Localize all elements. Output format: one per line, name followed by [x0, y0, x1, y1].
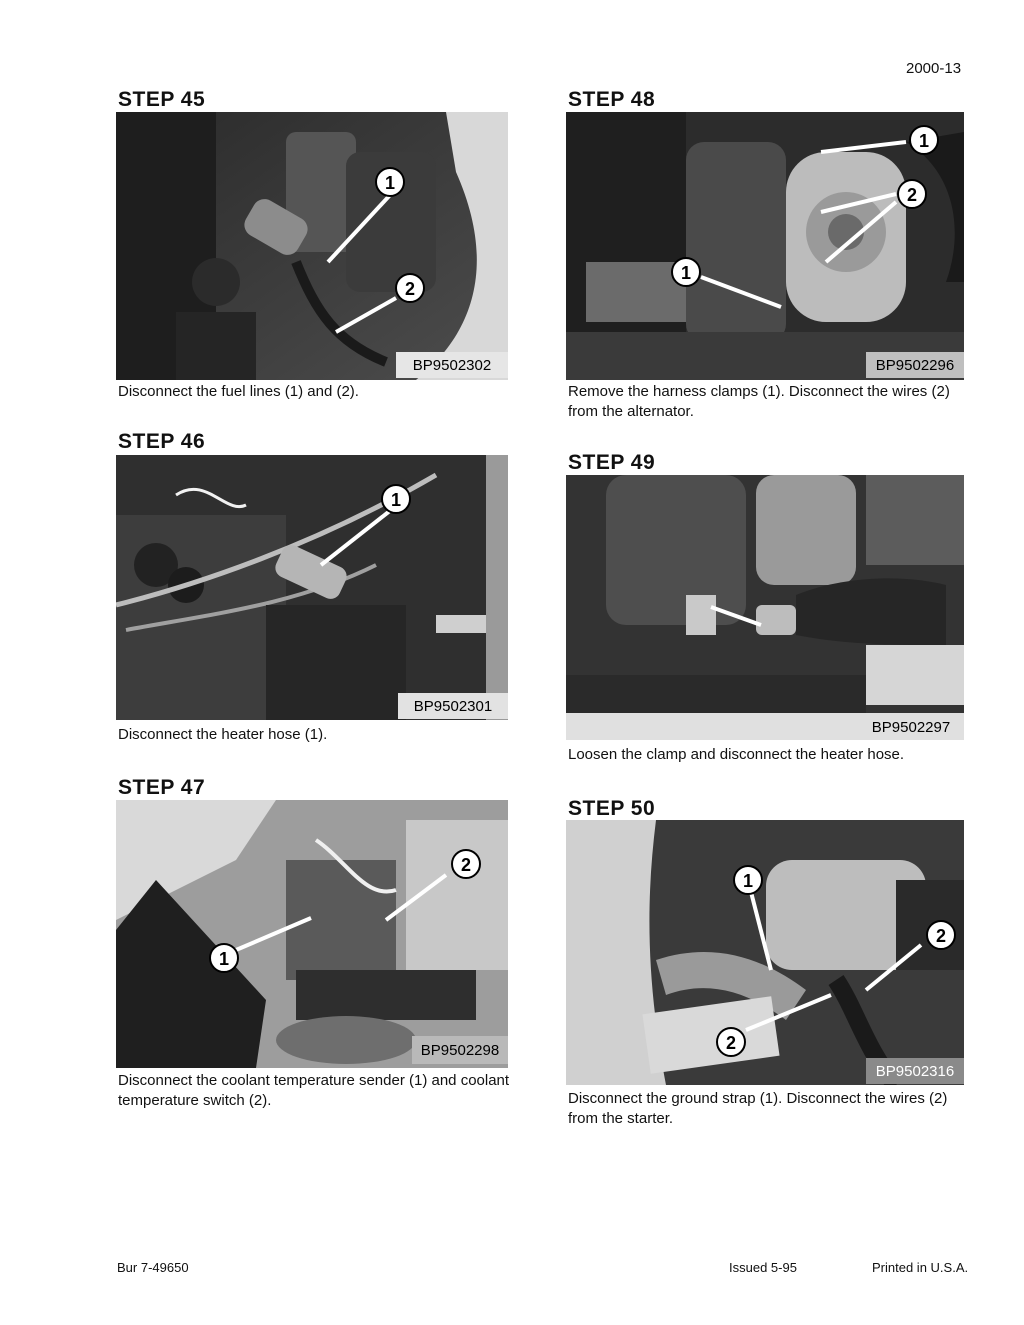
step-49-caption: Loosen the clamp and disconnect the heater hose. — [568, 746, 905, 763]
step-47-callout-1: 1 — [218, 949, 230, 969]
step-50-caption-line-1: Disconnect the ground strap (1). Disconnect the wires (2) — [568, 1090, 948, 1107]
step-48-title: STEP 48 — [568, 88, 656, 111]
step-47-photo-code: BP9502298 — [420, 1042, 500, 1059]
step-50-callout-1: 1 — [742, 871, 754, 891]
step-49-photo — [566, 475, 964, 740]
step-46-photo-code: BP9502301 — [413, 698, 493, 715]
step-48-caption — [568, 382, 950, 422]
step-46-title: STEP 46 — [118, 430, 206, 453]
page-number: 2000-13 — [906, 60, 962, 77]
step-46-photo — [116, 455, 508, 720]
step-48-caption-line-1: Remove the harness clamps (1). Disconnect the wires (2) — [568, 383, 950, 400]
step-48-callout-2: 2 — [906, 185, 918, 205]
step-49-photo-code: BP9502297 — [871, 719, 951, 736]
step-47-photo — [116, 800, 508, 1068]
footer-doc-number: Bur 7-49650 — [117, 1260, 189, 1275]
step-48-callout-1b: 1 — [680, 263, 692, 283]
step-47-caption — [118, 1071, 509, 1111]
step-47-caption-line-2: temperature switch (2). — [118, 1092, 272, 1109]
footer-printed: Printed in U.S.A. — [872, 1260, 969, 1275]
step-50-title: STEP 50 — [568, 797, 656, 820]
step-48-photo — [566, 112, 964, 380]
step-50-callout-2a: 2 — [935, 926, 947, 946]
step-46-callout-1: 1 — [390, 490, 402, 510]
step-50-caption — [568, 1089, 947, 1129]
step-50-photo-code: BP9502316 — [875, 1063, 955, 1080]
step-47-caption-line-1: Disconnect the coolant temperature sender (1) and coolant — [118, 1072, 510, 1089]
step-45-callout-1: 1 — [384, 173, 396, 193]
step-47-callout-2: 2 — [460, 855, 472, 875]
step-50-callout-2b: 2 — [725, 1033, 737, 1053]
step-45-callout-2: 2 — [404, 279, 416, 299]
step-50-caption-line-2: from the starter. — [568, 1110, 674, 1127]
step-45-title: STEP 45 — [118, 88, 206, 111]
step-48-photo-code: BP9502296 — [875, 357, 955, 374]
step-47-title: STEP 47 — [118, 776, 206, 799]
step-49-title: STEP 49 — [568, 451, 656, 474]
step-48-caption-line-2: from the alternator. — [568, 403, 694, 420]
step-45-photo — [116, 112, 508, 380]
footer-issued: Issued 5-95 — [729, 1260, 797, 1275]
step-48-callout-1a: 1 — [918, 131, 930, 151]
step-45-photo-code: BP9502302 — [412, 357, 492, 374]
step-46-caption: Disconnect the heater hose (1). — [118, 726, 328, 743]
step-50-photo — [566, 820, 964, 1085]
step-45-caption: Disconnect the fuel lines (1) and (2). — [118, 383, 359, 400]
